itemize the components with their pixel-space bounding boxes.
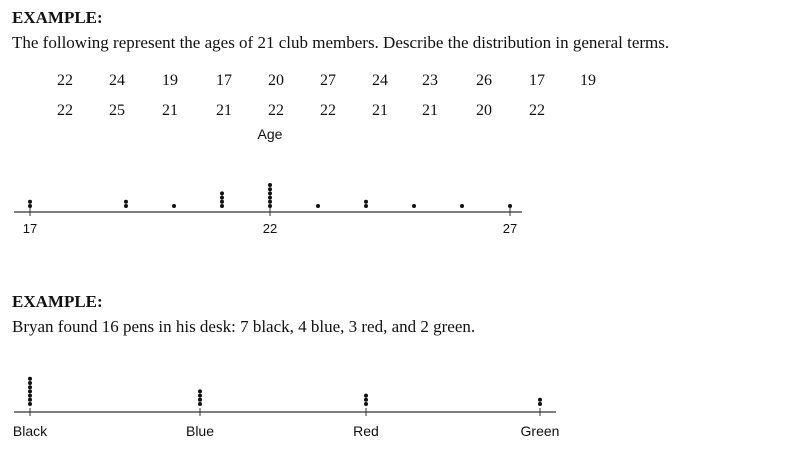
age-value: 25 <box>109 102 125 119</box>
dot-age-21 <box>220 191 224 195</box>
age-value: 26 <box>476 72 492 89</box>
pen-color-dot-plot <box>0 350 790 450</box>
age-value: 21 <box>162 102 178 119</box>
dot-age-22 <box>268 187 272 191</box>
dot-green <box>538 402 542 406</box>
dot-age-22 <box>268 183 272 187</box>
dot-blue <box>198 394 202 398</box>
age-value: 22 <box>268 102 284 119</box>
age-value: 21 <box>372 102 388 119</box>
dot-age-17 <box>28 204 32 208</box>
age-value: 17 <box>216 72 232 89</box>
age-value: 27 <box>320 72 336 89</box>
age-value: 17 <box>529 72 545 89</box>
dot-blue <box>198 402 202 406</box>
category-label: Green <box>520 423 560 439</box>
age-value: 21 <box>422 102 438 119</box>
age-value: 24 <box>109 72 125 89</box>
example1-prompt: The following represent the ages of 21 club members. Describe the distribution in general terms. <box>12 33 670 52</box>
dot-age-24 <box>364 204 368 208</box>
dot-green <box>538 398 542 402</box>
dot-black <box>28 389 32 393</box>
dot-black <box>28 398 32 402</box>
dot-blue <box>198 389 202 393</box>
example2-heading: EXAMPLE: <box>12 292 103 311</box>
age-value: 20 <box>476 102 492 119</box>
dot-age-20 <box>172 204 176 208</box>
age-value: 22 <box>529 102 545 119</box>
example1-heading: EXAMPLE: <box>12 8 103 27</box>
category-label: Black <box>12 423 48 439</box>
age-value: 19 <box>162 72 178 89</box>
age-value: 21 <box>216 102 232 119</box>
age-value: 24 <box>372 72 388 89</box>
dot-age-22 <box>268 204 272 208</box>
age-value: 22 <box>320 102 336 119</box>
dot-age-21 <box>220 196 224 200</box>
dot-age-27 <box>508 204 512 208</box>
x-tick-label: 17 <box>22 221 38 236</box>
dot-age-19 <box>124 200 128 204</box>
example2-prompt: Bryan found 16 pens in his desk: 7 black, 4 blue, 3 red, and 2 green. <box>12 317 476 336</box>
dot-age-26 <box>460 204 464 208</box>
dot-age-22 <box>268 200 272 204</box>
age-axis-caption: Age <box>257 126 283 142</box>
dot-black <box>28 385 32 389</box>
dot-black <box>28 402 32 406</box>
x-tick-label: 22 <box>262 221 278 236</box>
dot-red <box>364 402 368 406</box>
dot-age-19 <box>124 204 128 208</box>
dot-red <box>364 394 368 398</box>
dot-age-22 <box>268 191 272 195</box>
age-value: 20 <box>268 72 284 89</box>
dot-age-25 <box>412 204 416 208</box>
dot-age-23 <box>316 204 320 208</box>
category-label: Blue <box>185 423 215 439</box>
dot-age-21 <box>220 204 224 208</box>
age-value: 19 <box>580 72 596 89</box>
dot-black <box>28 377 32 381</box>
age-value: 22 <box>57 72 73 89</box>
dot-age-17 <box>28 200 32 204</box>
age-dot-plot <box>0 150 790 250</box>
dot-black <box>28 394 32 398</box>
x-tick-label: 27 <box>502 221 518 236</box>
age-value: 23 <box>422 72 438 89</box>
dot-age-22 <box>268 196 272 200</box>
dot-age-24 <box>364 200 368 204</box>
dot-blue <box>198 398 202 402</box>
dot-black <box>28 381 32 385</box>
age-value: 22 <box>57 102 73 119</box>
dot-age-21 <box>220 200 224 204</box>
dot-red <box>364 398 368 402</box>
category-label: Red <box>353 423 379 439</box>
